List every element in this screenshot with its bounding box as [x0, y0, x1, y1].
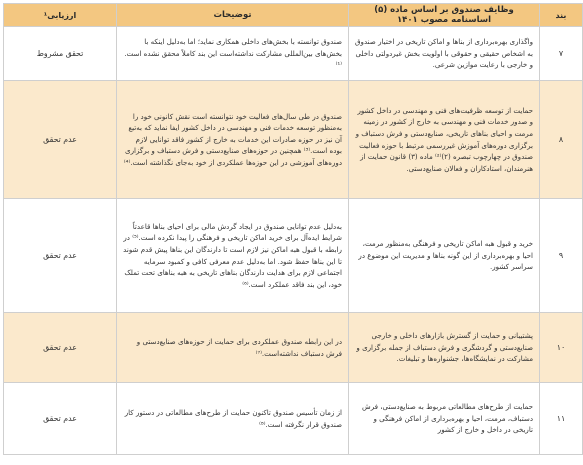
row-task: حمایت از توسعه ظرفیت‌های فنی و مهندسی در داخل کشور و صدور خدمات فنی و مهندسی به خارج از کشور در زمینه مرمت و احیای بناهای تاریخی، صنایع‌دستی و فرش دستباف و برگزاری دوره‌های آموزش غیررسمی مرتبط با حوزه فعالیت صندوق در چهارچوب تبصره (۲)⁽²⁾ ماده (۳) قانون حمایت از هنرمندان، استادکاران و فعالان صنایع‌دستی. [349, 81, 540, 199]
row-explanation: صندوق در طی سال‌های فعالیت خود نتوانسته است نقش کانونی خود را به‌منظور توسعه خدمات فنی و مهندسی در داخل کشور ایفا نماید که به‌تبع آن نیز در حوزه صادرات این خدمات به خارج از کشور فاقد توانایی لازم بوده است.⁽³⁾ همچنین در حوزه‌های صنایع‌دستی و فرش دستباف و برگزاری دوره‌های آموزشی در این حوزه‌ها عملکردی از خود به‌جای نگذاشته است.⁽⁴⁾ [117, 81, 349, 199]
table-row [4, 199, 583, 313]
row-number: ۷ [540, 27, 583, 81]
table-row [4, 383, 583, 455]
row-evaluation: عدم تحقق [4, 199, 117, 313]
row-task: حمایت از طرح‌های مطالعاتی مربوط به صنایع‌دستی، فرش دستباف، مرمت، احیا و بهره‌برداری از اماکن فرهنگی و تاریخی در داخل و خارج از کشور [349, 383, 540, 455]
row-number: ۸ [540, 81, 583, 199]
table-row [4, 313, 583, 383]
header-explanations: توضیحات [117, 4, 349, 27]
header-evaluation: ارزیابی¹ [4, 4, 117, 27]
fund-duties-table [3, 3, 583, 455]
table-row [4, 27, 583, 81]
table-header-row [4, 4, 583, 27]
row-task: واگذاری بهره‌برداری از بناها و اماکن تاریخی در اختیار صندوق به اشخاص حقیقی و حقوقی با اولویت بخش غیردولتی داخلی و خارجی با رعایت موازین شرعی. [349, 27, 540, 81]
row-explanation: صندوق توانسته با بخش‌های داخلی همکاری نماید؛ اما به‌دلیل اینکه با بخش‌های بین‌المللی مشارکت نداشته‌است این بند کاملاً محقق نشده است.⁽¹⁾ [117, 27, 349, 81]
row-evaluation: عدم تحقق [4, 383, 117, 455]
row-explanation: به‌دلیل عدم توانایی صندوق در ایجاد گردش مالی برای احیای بناها قاعدتاً شرایط ایده‌آل برای خرید اماکن تاریخی و فرهنگی را پیدا نکرده است.⁽⁵⁾ در رابطه با قبول هبه اماکن نیز لازم است تا دارندگان این بناها پیش قدم شوند تا این بناها حفظ شود. اما به‌دلیل عدم معرفی کافی و کمبود سرمایه اجتماعی لازم برای هدایت دارندگان بناهای تاریخی به هبه بناهای تحت تملک خود، این بند فاقد عملکرد است.⁽⁶⁾ [117, 199, 349, 313]
row-task: خرید و قبول هبه اماکن تاریخی و فرهنگی به‌منظور مرمت، احیا و بهره‌برداری از این گونه بناها و مدیریت این موضوع در سراسر کشور. [349, 199, 540, 313]
row-evaluation: عدم تحقق [4, 313, 117, 383]
table-row [4, 81, 583, 199]
row-explanation: در این رابطه صندوق عملکردی برای حمایت از حوزه‌های صنایع‌دستی و فرش دستباف نداشته‌است.⁽⁷⁾ [117, 313, 349, 383]
row-explanation: از زمان تأسیس صندوق تاکنون حمایت از طرح‌های مطالعاتی در دستور کار صندوق قرار نگرفته است.⁽⁸⁾ [117, 383, 349, 455]
row-number: ۱۱ [540, 383, 583, 455]
row-evaluation: عدم تحقق [4, 81, 117, 199]
row-evaluation: تحقق مشروط [4, 27, 117, 81]
header-tasks: وظایف صندوق بر اساس ماده (۵) اساسنامه مصوب ۱۴۰۱ [349, 4, 540, 27]
row-number: ۹ [540, 199, 583, 313]
header-row-no: بند [540, 4, 583, 27]
row-task: پشتیبانی و حمایت از گسترش بازارهای داخلی و خارجی صنایع‌دستی و گردشگری و فرش دستباف از جمله برگزاری و مشارکت در نمایشگاه‌ها، جشنواره‌ها و تبلیغات. [349, 313, 540, 383]
row-number: ۱۰ [540, 313, 583, 383]
report-table-container [3, 3, 567, 461]
